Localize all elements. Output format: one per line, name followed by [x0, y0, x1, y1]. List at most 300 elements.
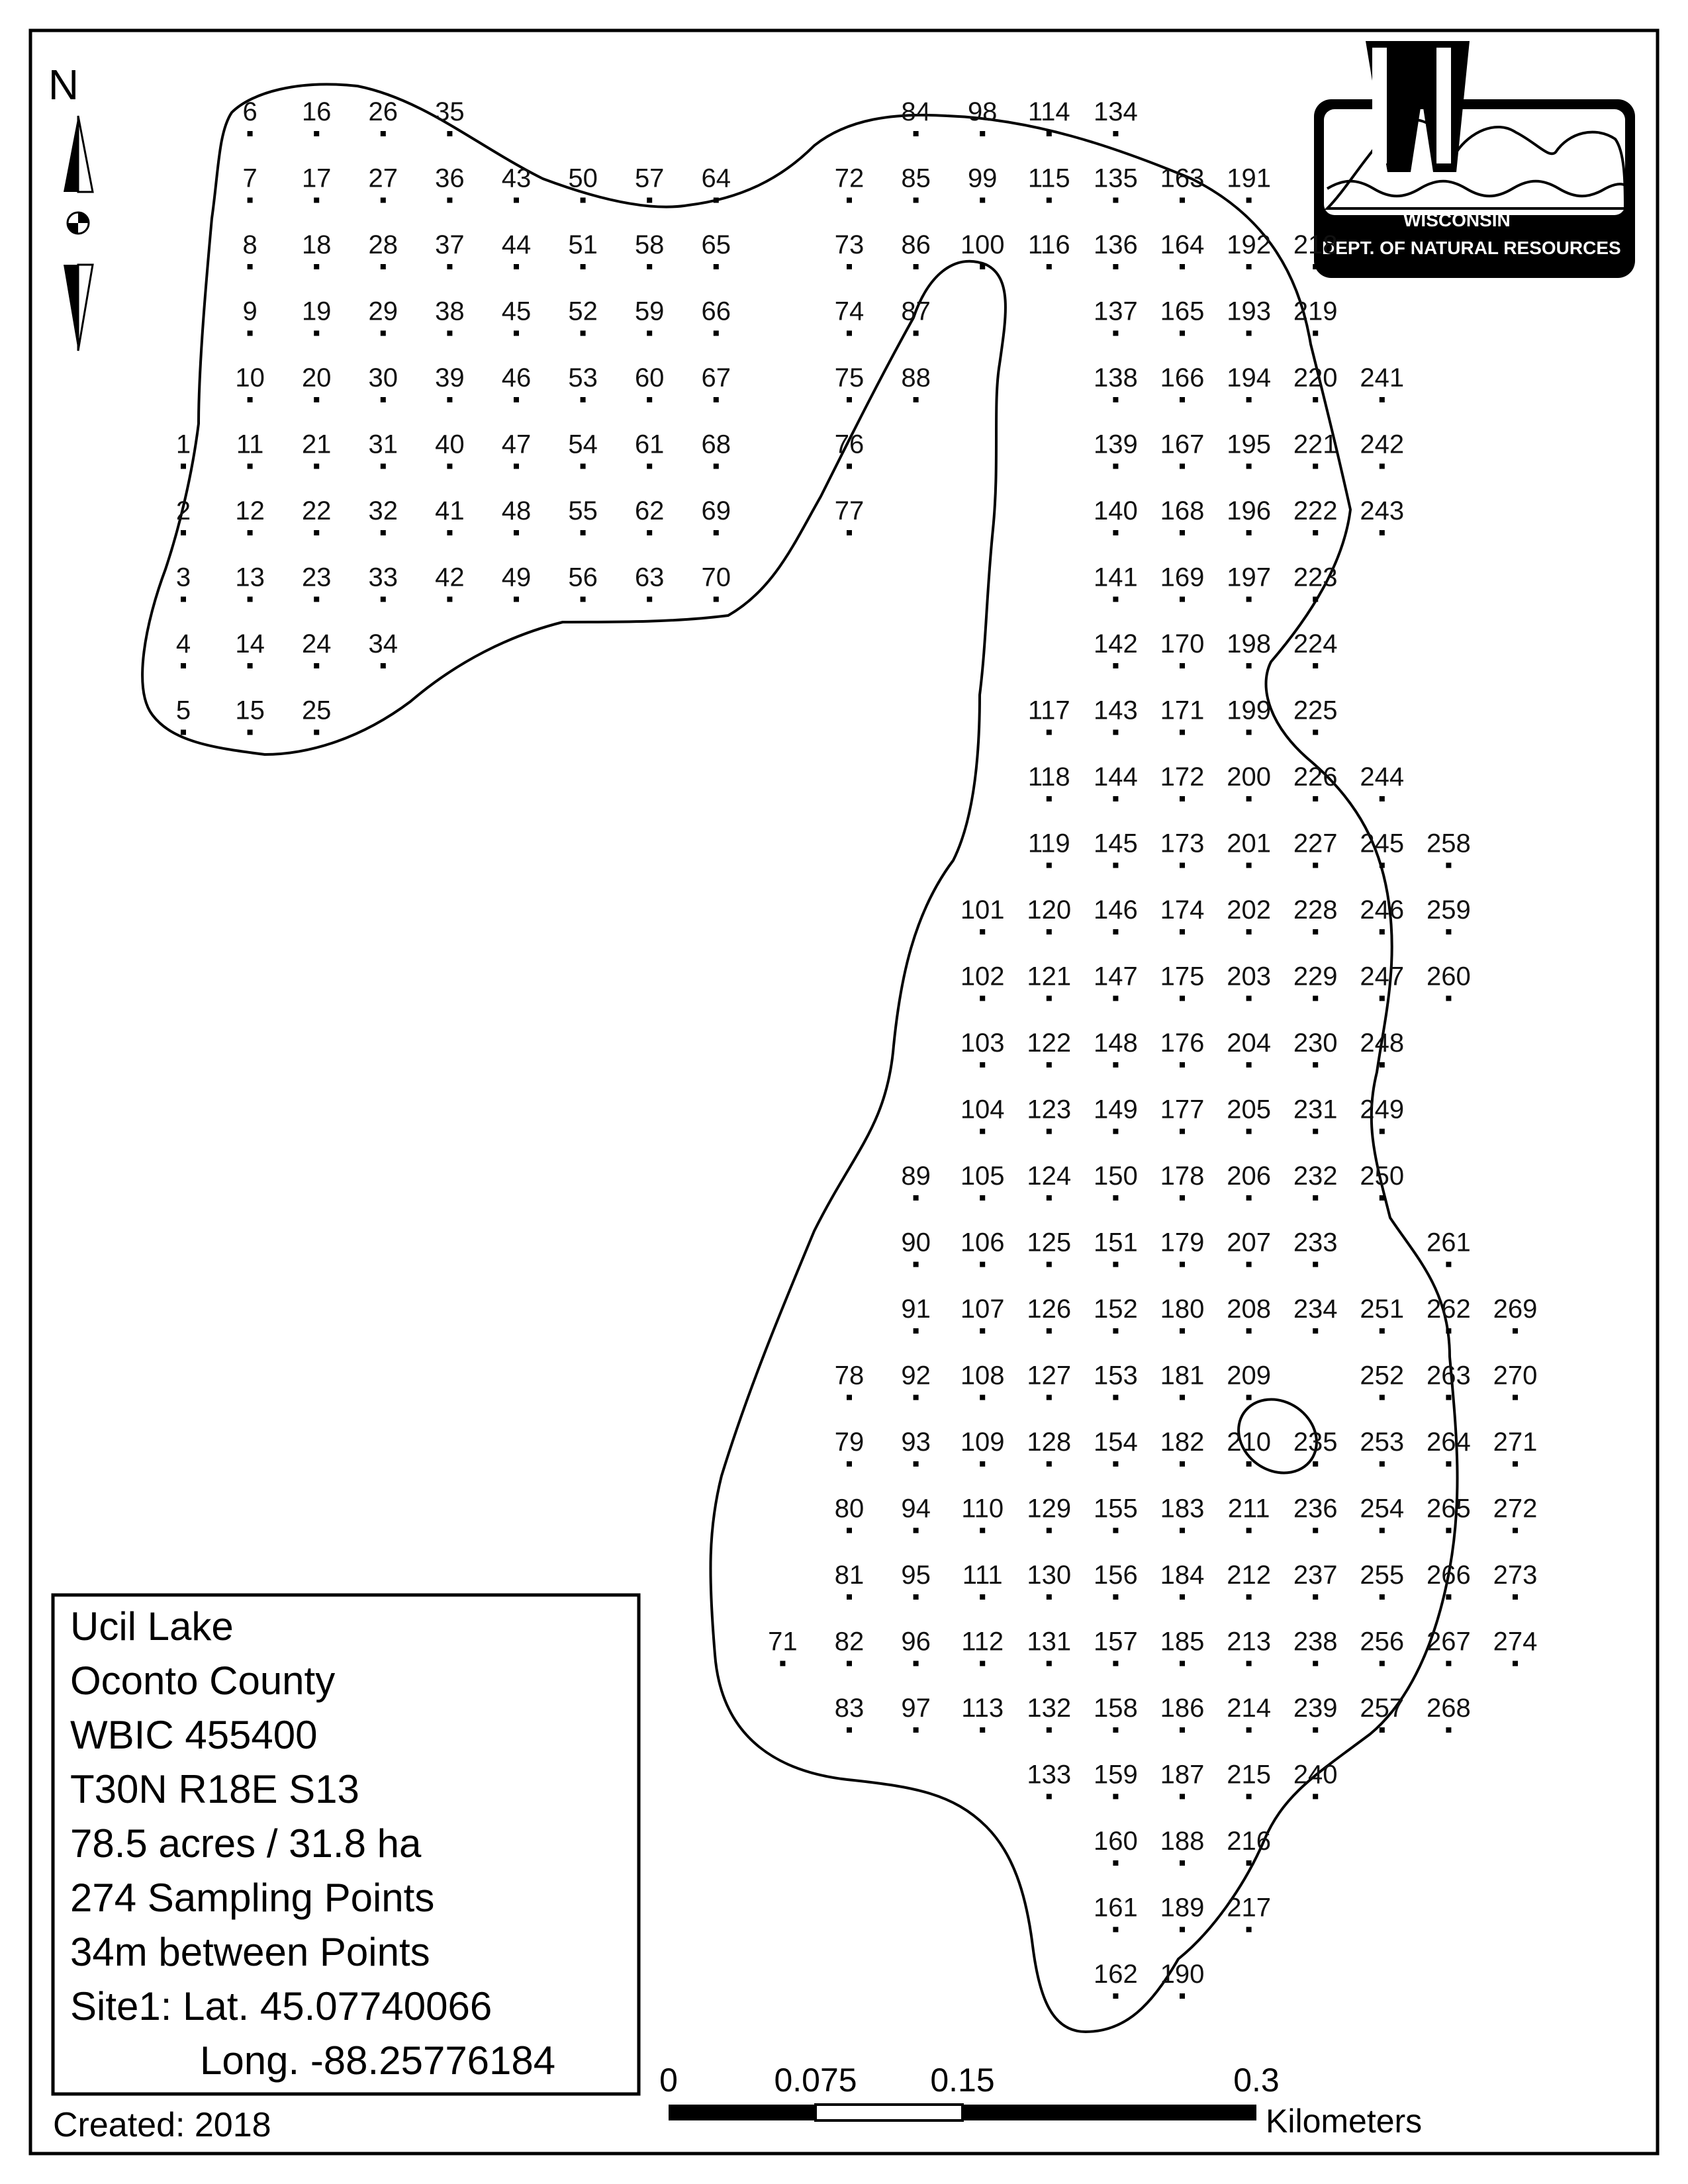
sampling-point-label: 74 — [834, 296, 865, 326]
sampling-point-label: 163 — [1160, 163, 1205, 193]
sampling-point-marker — [1380, 397, 1385, 402]
sampling-point-marker — [980, 1461, 985, 1467]
sampling-point-label: 226 — [1293, 762, 1338, 792]
sampling-point-marker — [1246, 1062, 1252, 1068]
sampling-point-marker — [1446, 996, 1451, 1001]
sampling-point-marker — [1380, 796, 1385, 801]
sampling-point-marker — [1446, 929, 1451, 934]
sampling-point-marker — [1180, 1328, 1185, 1334]
sampling-point-label: 176 — [1160, 1028, 1205, 1058]
sampling-point-marker — [1246, 929, 1252, 934]
sampling-point-marker — [714, 264, 719, 269]
sampling-point-marker — [1113, 863, 1118, 868]
sampling-point-label: 134 — [1094, 97, 1138, 126]
sampling-point-label: 41 — [435, 496, 465, 525]
sampling-point-marker — [980, 1328, 985, 1334]
sampling-point-label: 250 — [1360, 1161, 1405, 1191]
sampling-point-label: 188 — [1160, 1827, 1205, 1856]
sampling-point-marker — [1246, 796, 1252, 801]
sampling-point-label: 93 — [901, 1428, 931, 1457]
sampling-point-marker — [1113, 1062, 1118, 1068]
sampling-point-marker — [248, 131, 253, 136]
sampling-point-marker — [1047, 1328, 1052, 1334]
sampling-point-label: 119 — [1027, 829, 1070, 858]
sampling-point-label: 202 — [1227, 895, 1271, 925]
sampling-point-marker — [1446, 1594, 1451, 1600]
sampling-point-marker — [381, 397, 386, 402]
sampling-point-label: 197 — [1227, 563, 1271, 592]
sampling-point-label: 14 — [235, 629, 265, 659]
sampling-point-marker — [980, 1062, 985, 1068]
sampling-point-marker — [248, 397, 253, 402]
sampling-point-marker — [314, 397, 319, 402]
sampling-point-label: 227 — [1293, 829, 1338, 858]
sampling-point-marker — [1246, 1594, 1252, 1600]
sampling-point-label: 4 — [175, 629, 191, 659]
sampling-point-label: 89 — [901, 1161, 931, 1191]
sampling-point-label: 17 — [301, 163, 332, 193]
sampling-point-marker — [647, 397, 652, 402]
sampling-point-label: 85 — [901, 163, 931, 193]
sampling-point-marker — [181, 730, 186, 735]
sampling-point-marker — [1180, 730, 1185, 735]
sampling-point-label: 175 — [1160, 962, 1205, 991]
sampling-point-marker — [1446, 1395, 1451, 1400]
sampling-point-marker — [447, 331, 452, 336]
sampling-point-marker — [847, 1727, 852, 1733]
sampling-point-label: 78 — [834, 1361, 865, 1390]
sampling-point-marker — [381, 464, 386, 469]
sampling-point-label: 44 — [501, 230, 532, 259]
sampling-point-marker — [181, 530, 186, 535]
sampling-point-marker — [847, 264, 852, 269]
sampling-point-marker — [1446, 1528, 1451, 1533]
sampling-point-label: 101 — [960, 895, 1005, 925]
sampling-point-label: 217 — [1227, 1893, 1271, 1923]
sampling-point-label: 71 — [768, 1627, 798, 1657]
sampling-point-marker — [514, 397, 519, 402]
sampling-point-marker — [714, 597, 719, 602]
dnr-logo — [1314, 41, 1635, 278]
sampling-point-label: 244 — [1360, 762, 1405, 792]
north-label: N — [48, 61, 79, 109]
sampling-point-marker — [847, 397, 852, 402]
sampling-point-marker — [1180, 863, 1185, 868]
sampling-point-marker — [647, 464, 652, 469]
sampling-point-label: 115 — [1027, 163, 1070, 193]
sampling-point-marker — [1180, 663, 1185, 668]
sampling-point-marker — [1047, 996, 1052, 1001]
sampling-point-label: 45 — [501, 296, 532, 326]
sampling-point-label: 213 — [1227, 1627, 1271, 1657]
sampling-point-marker — [1180, 1661, 1185, 1666]
sampling-point-label: 76 — [834, 430, 865, 459]
sampling-point-label: 177 — [1160, 1095, 1205, 1124]
sampling-point-label: 146 — [1094, 895, 1138, 925]
sampling-point-label: 113 — [961, 1694, 1004, 1723]
sampling-point-marker — [1047, 1395, 1052, 1400]
sampling-point-label: 247 — [1360, 962, 1405, 991]
sampling-point-marker — [1113, 464, 1118, 469]
sampling-point-marker — [1113, 131, 1118, 136]
sampling-point-label: 141 — [1094, 563, 1138, 592]
sampling-point-marker — [914, 264, 919, 269]
sampling-point-label: 198 — [1227, 629, 1271, 659]
sampling-point-label: 43 — [501, 163, 532, 193]
sampling-point-marker — [1113, 1262, 1118, 1267]
sampling-point-label: 207 — [1227, 1228, 1271, 1257]
sampling-point-marker — [1180, 1860, 1185, 1866]
sampling-point-marker — [1180, 464, 1185, 469]
sampling-point-marker — [1313, 464, 1318, 469]
sampling-point-marker — [447, 597, 452, 602]
sampling-point-marker — [1313, 663, 1318, 668]
sampling-point-label: 222 — [1293, 496, 1338, 525]
sampling-point-label: 116 — [1027, 230, 1070, 259]
sampling-point-marker — [914, 1528, 919, 1533]
sampling-point-label: 187 — [1160, 1760, 1205, 1790]
sampling-point-marker — [447, 131, 452, 136]
sampling-point-marker — [248, 597, 253, 602]
sampling-point-label: 66 — [701, 296, 731, 326]
sampling-point-label: 38 — [435, 296, 465, 326]
sampling-point-marker — [1113, 1794, 1118, 1799]
sampling-point-label: 259 — [1427, 895, 1471, 925]
sampling-point-label: 39 — [435, 363, 465, 392]
sampling-point-marker — [1246, 397, 1252, 402]
sampling-point-label: 159 — [1094, 1760, 1138, 1790]
sampling-point-marker — [181, 464, 186, 469]
sampling-point-marker — [1113, 1594, 1118, 1600]
sampling-point-label: 32 — [368, 496, 399, 525]
sampling-point-label: 245 — [1360, 829, 1405, 858]
sampling-point-marker — [1113, 663, 1118, 668]
sampling-point-label: 96 — [901, 1627, 931, 1657]
sampling-point-marker — [847, 1594, 852, 1600]
sampling-point-label: 137 — [1094, 296, 1138, 326]
sampling-point-marker — [980, 1528, 985, 1533]
sampling-point-marker — [914, 198, 919, 203]
sampling-point-label: 12 — [235, 496, 265, 525]
sampling-point-marker — [1380, 1395, 1385, 1400]
sampling-point-label: 145 — [1094, 829, 1138, 858]
sampling-point-marker — [1113, 996, 1118, 1001]
sampling-point-marker — [980, 1661, 985, 1666]
sampling-point-marker — [1246, 597, 1252, 602]
sampling-point-marker — [314, 663, 319, 668]
sampling-point-marker — [1313, 1727, 1318, 1733]
sampling-point-label: 203 — [1227, 962, 1271, 991]
sampling-point-marker — [314, 730, 319, 735]
sampling-point-marker — [980, 1195, 985, 1201]
sampling-point-marker — [1246, 1727, 1252, 1733]
sampling-point-marker — [1313, 730, 1318, 735]
sampling-point-label: 215 — [1227, 1760, 1271, 1790]
sampling-point-label: 105 — [960, 1161, 1005, 1191]
sampling-point-label: 94 — [901, 1494, 931, 1524]
sampling-point-marker — [1113, 796, 1118, 801]
sampling-point-label: 22 — [301, 496, 332, 525]
scale-label-03: 0.3 — [1233, 2062, 1280, 2099]
sampling-point-label: 16 — [301, 97, 332, 126]
sampling-point-label: 191 — [1227, 163, 1271, 193]
sampling-point-marker — [1113, 1993, 1118, 1999]
sampling-point-label: 206 — [1227, 1161, 1271, 1191]
sampling-point-marker — [1313, 996, 1318, 1001]
sampling-point-marker — [1513, 1661, 1518, 1666]
sampling-point-marker — [1446, 1661, 1451, 1666]
sampling-point-marker — [914, 1262, 919, 1267]
sampling-point-label: 155 — [1094, 1494, 1138, 1524]
sampling-point-marker — [1246, 663, 1252, 668]
sampling-point-marker — [1513, 1395, 1518, 1400]
sampling-point-label: 100 — [960, 230, 1005, 259]
sampling-point-marker — [914, 1594, 919, 1600]
sampling-point-label: 255 — [1360, 1561, 1405, 1590]
sampling-point-label: 272 — [1493, 1494, 1538, 1524]
sampling-point-label: 192 — [1227, 230, 1271, 259]
sampling-point-marker — [1180, 397, 1185, 402]
scale-unit: Kilometers — [1266, 2103, 1423, 2140]
sampling-point-label: 267 — [1427, 1627, 1471, 1657]
sampling-point-label: 152 — [1094, 1295, 1138, 1324]
sampling-point-marker — [1246, 464, 1252, 469]
sampling-point-label: 193 — [1227, 296, 1271, 326]
sampling-point-label: 140 — [1094, 496, 1138, 525]
sampling-point-marker — [980, 1129, 985, 1134]
sampling-point-label: 1 — [175, 430, 191, 459]
north-arrow-icon — [64, 116, 78, 192]
sampling-point-marker — [1047, 1195, 1052, 1201]
sampling-point-marker — [1246, 863, 1252, 868]
sampling-point-marker — [581, 331, 586, 336]
sampling-point-label: 79 — [834, 1428, 865, 1457]
sampling-point-marker — [514, 597, 519, 602]
sampling-point-marker — [847, 1528, 852, 1533]
sampling-point-label: 2 — [175, 496, 191, 525]
sampling-point-label: 264 — [1427, 1428, 1471, 1457]
sampling-point-label: 151 — [1094, 1228, 1138, 1257]
sampling-point-label: 9 — [242, 296, 258, 326]
sampling-point-label: 136 — [1094, 230, 1138, 259]
sampling-point-marker — [1246, 1860, 1252, 1866]
sampling-point-label: 229 — [1293, 962, 1338, 991]
sampling-point-label: 185 — [1160, 1627, 1205, 1657]
sampling-point-marker — [1113, 198, 1118, 203]
sampling-point-label: 240 — [1293, 1760, 1338, 1790]
sampling-point-marker — [847, 1661, 852, 1666]
sampling-point-marker — [1047, 198, 1052, 203]
sampling-point-label: 212 — [1227, 1561, 1271, 1590]
sampling-point-label: 99 — [967, 163, 998, 193]
sampling-point-label: 135 — [1094, 163, 1138, 193]
sampling-point-marker — [381, 597, 386, 602]
sampling-point-label: 98 — [967, 97, 998, 126]
sampling-point-label: 265 — [1427, 1494, 1471, 1524]
sampling-point-label: 161 — [1094, 1893, 1138, 1923]
sampling-point-label: 88 — [901, 363, 931, 392]
sampling-point-label: 262 — [1427, 1295, 1471, 1324]
sampling-point-marker — [980, 198, 985, 203]
sampling-point-marker — [1180, 1262, 1185, 1267]
sampling-point-marker — [581, 530, 586, 535]
sampling-point-marker — [1313, 530, 1318, 535]
sampling-point-marker — [1113, 1195, 1118, 1201]
sampling-point-label: 20 — [301, 363, 332, 392]
sampling-point-label: 123 — [1027, 1095, 1072, 1124]
sampling-point-label: 153 — [1094, 1361, 1138, 1390]
sampling-point-marker — [1380, 1328, 1385, 1334]
sampling-point-marker — [1246, 331, 1252, 336]
sampling-point-label: 223 — [1293, 563, 1338, 592]
sampling-point-label: 15 — [235, 696, 265, 725]
sampling-point-marker — [1113, 1528, 1118, 1533]
sampling-point-label: 19 — [301, 296, 332, 326]
sampling-point-label: 30 — [368, 363, 399, 392]
sampling-point-marker — [1180, 996, 1185, 1001]
sampling-point-marker — [1246, 1927, 1252, 1933]
sampling-point-label: 195 — [1227, 430, 1271, 459]
sampling-point-label: 23 — [301, 563, 332, 592]
sampling-point-marker — [1313, 1129, 1318, 1134]
sampling-point-marker — [1246, 1328, 1252, 1334]
sampling-point-marker — [1313, 1528, 1318, 1533]
sampling-point-marker — [1047, 863, 1052, 868]
sampling-point-marker — [1047, 131, 1052, 136]
sampling-point-marker — [1313, 1262, 1318, 1267]
sampling-point-marker — [914, 1461, 919, 1467]
sampling-point-marker — [980, 131, 985, 136]
sampling-point-label: 104 — [960, 1095, 1005, 1124]
info-lake-name: Ucil Lake — [70, 1604, 234, 1649]
sampling-point-label: 183 — [1160, 1494, 1205, 1524]
sampling-point-label: 109 — [960, 1428, 1005, 1457]
sampling-point-label: 273 — [1493, 1561, 1538, 1590]
sampling-point-label: 179 — [1160, 1228, 1205, 1257]
sampling-point-label: 42 — [435, 563, 465, 592]
sampling-point-marker — [1113, 730, 1118, 735]
info-township: T30N R18E S13 — [70, 1767, 359, 1811]
sampling-point-label: 54 — [568, 430, 598, 459]
sampling-point-label: 108 — [960, 1361, 1005, 1390]
sampling-point-label: 29 — [368, 296, 399, 326]
sampling-point-label: 139 — [1094, 430, 1138, 459]
sampling-point-label: 181 — [1160, 1361, 1205, 1390]
sampling-point-marker — [1180, 929, 1185, 934]
sampling-point-label: 129 — [1027, 1494, 1072, 1524]
sampling-point-label: 84 — [901, 97, 931, 126]
sampling-point-marker — [1047, 730, 1052, 735]
sampling-point-label: 170 — [1160, 629, 1205, 659]
sampling-point-marker — [1313, 1195, 1318, 1201]
sampling-point-marker — [181, 597, 186, 602]
sampling-point-label: 97 — [901, 1694, 931, 1723]
sampling-point-marker — [1180, 1727, 1185, 1733]
sampling-point-label: 271 — [1493, 1428, 1538, 1457]
sampling-point-marker — [314, 331, 319, 336]
sampling-point-label: 57 — [634, 163, 665, 193]
sampling-point-label: 125 — [1027, 1228, 1072, 1257]
sampling-point-label: 169 — [1160, 563, 1205, 592]
sampling-point-label: 69 — [701, 496, 731, 525]
sampling-point-marker — [581, 597, 586, 602]
sampling-point-label: 6 — [242, 97, 258, 126]
sampling-point-marker — [1047, 929, 1052, 934]
sampling-point-label: 266 — [1427, 1561, 1471, 1590]
sampling-point-label: 40 — [435, 430, 465, 459]
sampling-point-marker — [1047, 1794, 1052, 1799]
sampling-point-marker — [1446, 1262, 1451, 1267]
sampling-point-marker — [714, 397, 719, 402]
sampling-point-label: 131 — [1027, 1627, 1072, 1657]
sampling-point-marker — [980, 1395, 985, 1400]
sampling-point-label: 150 — [1094, 1161, 1138, 1191]
sampling-point-label: 111 — [962, 1561, 1003, 1590]
sampling-point-label: 35 — [435, 97, 465, 126]
sampling-point-marker — [1246, 1794, 1252, 1799]
sampling-point-marker — [647, 331, 652, 336]
sampling-point-marker — [1113, 397, 1118, 402]
sampling-point-marker — [514, 264, 519, 269]
sampling-point-label: 28 — [368, 230, 399, 259]
sampling-point-label: 232 — [1293, 1161, 1338, 1191]
sampling-point-label: 209 — [1227, 1361, 1271, 1390]
sampling-point-marker — [447, 198, 452, 203]
sampling-point-label: 72 — [834, 163, 865, 193]
sampling-point-marker — [847, 464, 852, 469]
sampling-point-label: 36 — [435, 163, 465, 193]
sampling-point-label: 10 — [235, 363, 265, 392]
sampling-point-label: 124 — [1027, 1161, 1072, 1191]
sampling-point-label: 91 — [901, 1295, 931, 1324]
sampling-point-marker — [1180, 264, 1185, 269]
sampling-point-label: 65 — [701, 230, 731, 259]
sampling-point-label: 53 — [568, 363, 598, 392]
sampling-point-label: 63 — [634, 563, 665, 592]
sampling-point-label: 114 — [1027, 97, 1070, 126]
scale-bar — [659, 2062, 1422, 2140]
sampling-point-label: 252 — [1360, 1361, 1405, 1390]
sampling-point-label: 200 — [1227, 762, 1271, 792]
sampling-point-marker — [447, 397, 452, 402]
sampling-point-label: 204 — [1227, 1028, 1271, 1058]
sampling-point-label: 142 — [1094, 629, 1138, 659]
sampling-point-label: 160 — [1094, 1827, 1138, 1856]
sampling-point-marker — [1246, 264, 1252, 269]
sampling-point-label: 261 — [1427, 1228, 1471, 1257]
sampling-point-label: 236 — [1293, 1494, 1338, 1524]
sampling-point-marker — [980, 1727, 985, 1733]
sampling-point-label: 73 — [834, 230, 865, 259]
info-site-long: Long. -88.25776184 — [200, 2038, 556, 2083]
sampling-point-label: 196 — [1227, 496, 1271, 525]
sampling-point-label: 257 — [1360, 1694, 1405, 1723]
sampling-point-label: 130 — [1027, 1561, 1072, 1590]
sampling-point-marker — [1313, 597, 1318, 602]
sampling-point-marker — [381, 663, 386, 668]
sampling-point-marker — [1380, 863, 1385, 868]
sampling-point-label: 243 — [1360, 496, 1405, 525]
sampling-point-label: 90 — [901, 1228, 931, 1257]
sampling-point-label: 106 — [960, 1228, 1005, 1257]
sampling-point-marker — [914, 1395, 919, 1400]
sampling-point-label: 194 — [1227, 363, 1271, 392]
sampling-point-marker — [714, 198, 719, 203]
sampling-point-marker — [1047, 1129, 1052, 1134]
sampling-point-marker — [1380, 929, 1385, 934]
sampling-point-label: 37 — [435, 230, 465, 259]
sampling-point-marker — [647, 198, 652, 203]
